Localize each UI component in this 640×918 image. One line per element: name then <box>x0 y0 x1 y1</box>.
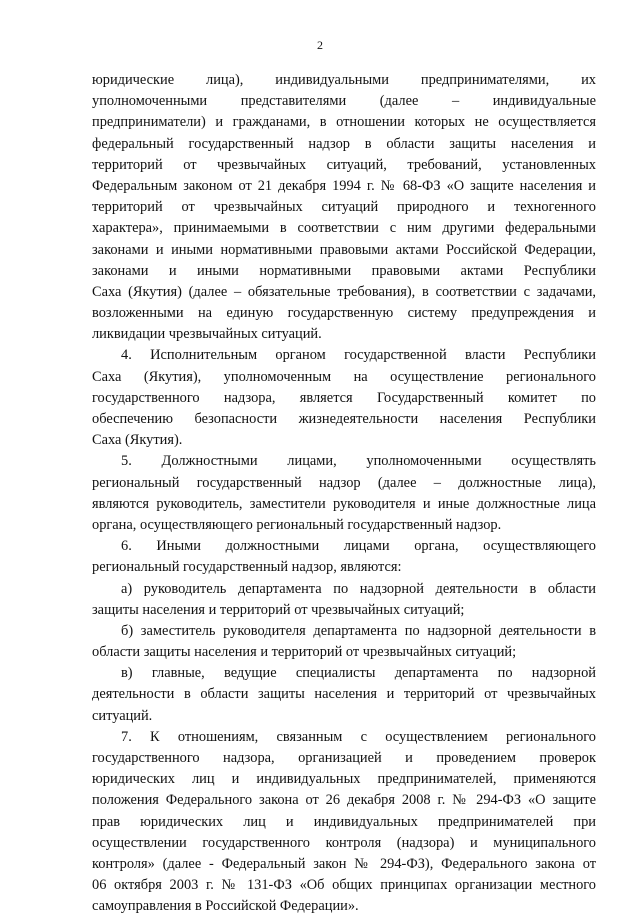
text-line: юридические лица), индивидуальными предпринимателями, их <box>92 72 596 88</box>
text-line: региональный государственный надзор (далее – должностные лица), <box>92 474 596 491</box>
text-line: прав юридических лиц и индивидуальных предпринимателей при <box>92 813 596 830</box>
text-line: являются руководитель, заместители руководителя и иные должностные лица <box>92 495 596 512</box>
text-line: федеральный государственный надзор в области защиты населения и <box>92 135 596 152</box>
text-line: юридических лиц и индивидуальных предпринимателей, применяются <box>92 771 596 788</box>
text-line: региональный государственный надзор, являются: <box>92 559 402 576</box>
text-line: ликвидации чрезвычайных ситуаций. <box>92 326 322 343</box>
text-line: территорий от чрезвычайных ситуаций природного и техногенного <box>92 199 596 216</box>
text-line: государственного надзора, является Государственный комитет по <box>92 389 596 406</box>
paragraph-first-line: 6. Иными должностными лицами органа, осуществляющего <box>121 538 596 555</box>
text-line: законами и иными нормативными правовыми актами Российской Федерации, <box>92 241 596 258</box>
paragraph-first-line: б) заместитель руководителя департамента по надзорной деятельности в <box>121 622 596 639</box>
text-line: 06 октября 2003 г. № 131-ФЗ «Об общих принципах организации местного <box>92 877 596 894</box>
text-line: Саха (Якутия). <box>92 432 183 449</box>
paragraph-first-line: 4. Исполнительным органом государственной власти Республики <box>121 347 596 364</box>
text-line: Саха (Якутия), уполномоченным на осуществление регионального <box>92 368 596 385</box>
text-line: предприниматели) и гражданами, в отношении которых не осуществляется <box>92 114 596 131</box>
text-line: защиты населения и территорий от чрезвычайных ситуаций; <box>92 601 465 618</box>
text-line: положения Федерального закона от 26 декабря 2008 г. № 294-ФЗ «О защите <box>92 792 596 809</box>
text-line: осуществлении государственного контроля (надзора) и муниципального <box>92 834 596 851</box>
text-line: государственного надзора, организацией и проведением проверок <box>92 750 596 766</box>
document-body <box>92 70 596 918</box>
text-line: деятельности в области защиты населения и территорий от чрезвычайных <box>92 686 596 703</box>
text-line: самоуправления в Российской Федерации». <box>92 898 359 915</box>
paragraph-first-line: 7. К отношениям, связанным с осуществлением регионального <box>121 728 596 745</box>
text-line: характера», принимаемыми в соответствии с ним другими федеральными <box>92 220 596 237</box>
paragraph-first-line: 5. Должностными лицами, уполномоченными осуществлять <box>121 453 596 470</box>
text-line: уполномоченными представителями (далее – индивидуальные <box>92 93 596 110</box>
text-line: обеспечению безопасности жизнедеятельности населения Республики <box>92 411 596 427</box>
page-number: 2 <box>317 38 323 52</box>
text-line: органа, осуществляющего региональный государственный надзор. <box>92 516 502 533</box>
text-line: Саха (Якутия) (далее – обязательные требования), в соответствии с задачами, <box>92 283 596 300</box>
text-line: территорий от чрезвычайных ситуаций, требований, установленных <box>92 156 596 173</box>
text-line: Федеральным законом от 21 декабря 1994 г. № 68-ФЗ «О защите населения и <box>92 177 596 194</box>
text-line: законами и иными нормативными правовыми актами Республики <box>92 262 596 279</box>
text-line: контроля» (далее - Федеральный закон № 294-ФЗ), Федерального закона от <box>92 855 596 872</box>
paragraph-first-line: в) главные, ведущие специалисты департамента по надзорной <box>121 665 596 682</box>
text-line: области защиты населения и территорий от чрезвычайных ситуаций; <box>92 644 517 661</box>
paragraph-first-line: а) руководитель департамента по надзорной деятельности в области <box>121 580 596 597</box>
text-line: возложенными на единую государственную систему предупреждения и <box>92 305 596 322</box>
text-line: ситуаций. <box>92 707 153 724</box>
